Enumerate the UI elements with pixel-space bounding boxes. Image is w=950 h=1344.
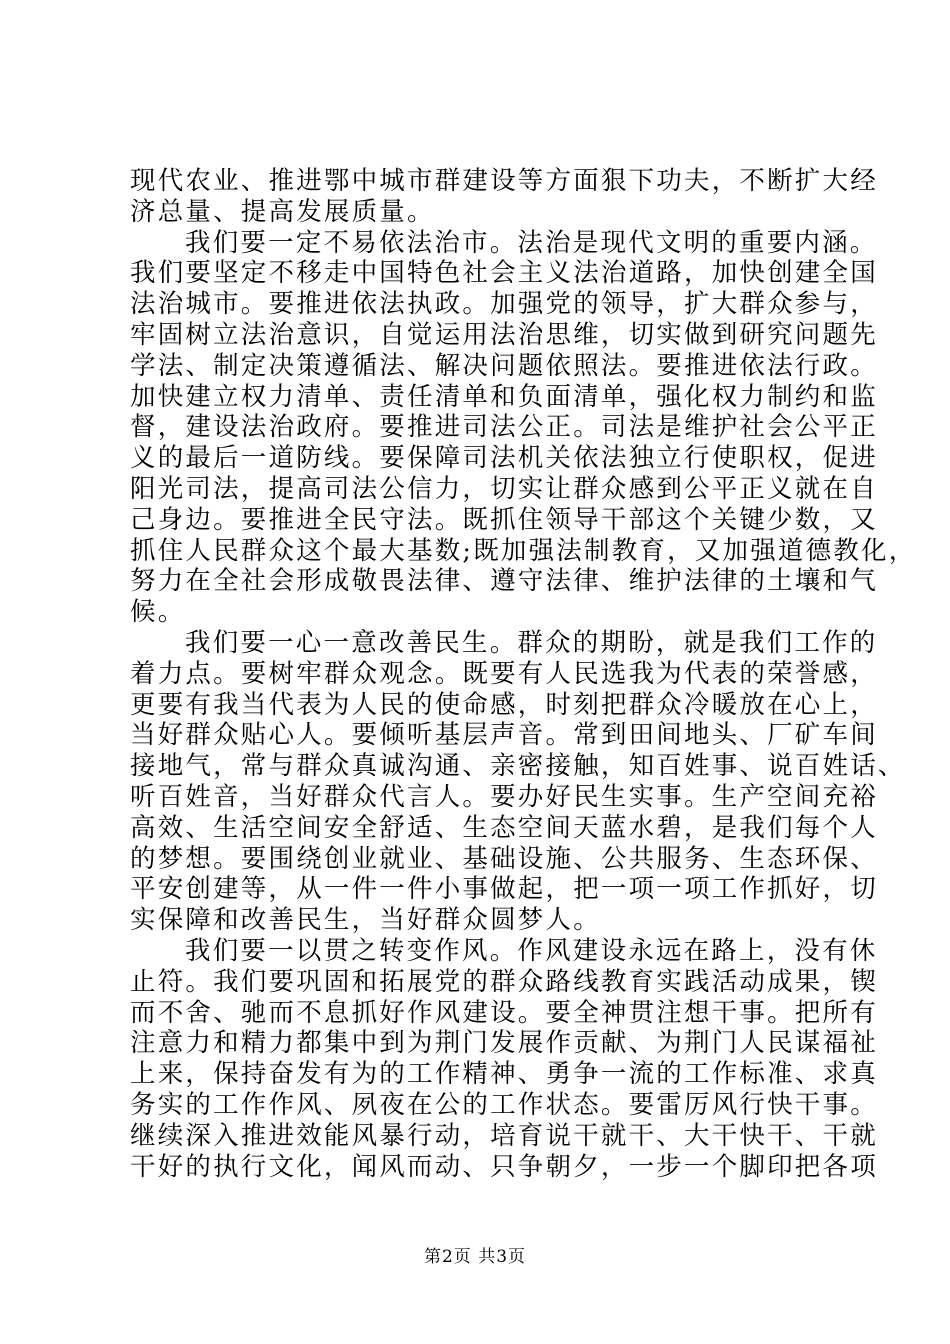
text-line: 己身边。要推进全民守法。既抓住领导干部这个关键少数，又 xyxy=(130,504,878,535)
text-line: 现代农业、推进鄂中城市群建设等方面狠下功夫，不断扩大经 xyxy=(130,166,878,196)
text-line: 平安创建等，从一件一件小事做起，把一项一项工作抓好，切 xyxy=(130,874,878,905)
text-line: 济总量、提高发展质量。 xyxy=(130,196,435,227)
text-line: 抓住人民群众这个最大基数;既加强法制教育，又加强道德教化， xyxy=(130,535,917,566)
text-line: 阳光司法，提高司法公信力，切实让群众感到公平正义就在自 xyxy=(130,473,878,504)
text-line: 注意力和精力都集中到为荆门发展作贡献、为荆门人民谋福祉 xyxy=(130,1028,878,1059)
text-line: 义的最后一道防线。要保障司法机关依法独立行使职权，促进 xyxy=(130,443,878,474)
text-line: 止符。我们要巩固和拓展党的群众路线教育实践活动成果，锲 xyxy=(130,966,878,997)
text-line: 上来，保持奋发有为的工作精神、勇争一流的工作标准、求真 xyxy=(130,1059,878,1090)
text-line: 高效、生活空间安全舒适、生态空间天蓝水碧，是我们每个人 xyxy=(130,812,878,843)
text-line: 当好群众贴心人。要倾听基层声音。常到田间地头、厂矿车间 xyxy=(130,720,878,751)
text-line: 学法、制定决策遵循法、解决问题依照法。要推进依法行政。 xyxy=(130,350,878,381)
text-line: 的梦想。要围绕创业就业、基础设施、公共服务、生态环保、 xyxy=(130,843,878,874)
paragraph-start-line: 我们要一定不易依法治市。法治是现代文明的重要内涵。 xyxy=(185,227,878,258)
text-line: 牢固树立法治意识，自觉运用法治思维，切实做到研究问题先 xyxy=(130,319,878,350)
text-line: 干好的执行文化，闻风而动、只争朝夕，一步一个脚印把各项 xyxy=(130,1151,878,1182)
text-line: 候。 xyxy=(130,597,186,628)
text-line: 我们要坚定不移走中国特色社会主义法治道路，加快创建全国 xyxy=(130,258,878,289)
text-line: 接地气，常与群众真诚沟通、亲密接触，知百姓事、说百姓话、 xyxy=(130,751,906,782)
document-body xyxy=(130,166,917,1182)
text-line: 而不舍、驰而不息抓好作风建设。要全神贯注想干事。把所有 xyxy=(130,997,878,1028)
text-line: 更要有我当代表为人民的使命感，时刻把群众冷暖放在心上， xyxy=(130,689,878,720)
paragraph-start-line: 我们要一以贯之转变作风。作风建设永远在路上，没有休 xyxy=(185,935,878,966)
text-line: 督，建设法治政府。要推进司法公正。司法是维护社会公平正 xyxy=(130,412,878,443)
text-line: 加快建立权力清单、责任清单和负面清单，强化权力制约和监 xyxy=(130,381,878,412)
text-line: 实保障和改善民生，当好群众圆梦人。 xyxy=(130,905,601,936)
text-line: 法治城市。要推进依法执政。加强党的领导，扩大群众参与， xyxy=(130,289,878,320)
text-line: 务实的工作作风、夙夜在公的工作状态。要雷厉风行快干事。 xyxy=(130,1089,878,1120)
text-line: 努力在全社会形成敬畏法律、遵守法律、维护法律的土壤和气 xyxy=(130,566,878,597)
text-line: 着力点。要树牢群众观念。既要有人民选我为代表的荣誉感， xyxy=(130,658,878,689)
paragraph-start-line: 我们要一心一意改善民生。群众的期盼，就是我们工作的 xyxy=(185,627,878,658)
page-number-footer: 第2页 共3页 xyxy=(423,1247,527,1267)
text-line: 继续深入推进效能风暴行动，培育说干就干、大干快干、干就 xyxy=(130,1120,878,1151)
text-line: 听百姓音，当好群众代言人。要办好民生实事。生产空间充裕 xyxy=(130,781,878,812)
